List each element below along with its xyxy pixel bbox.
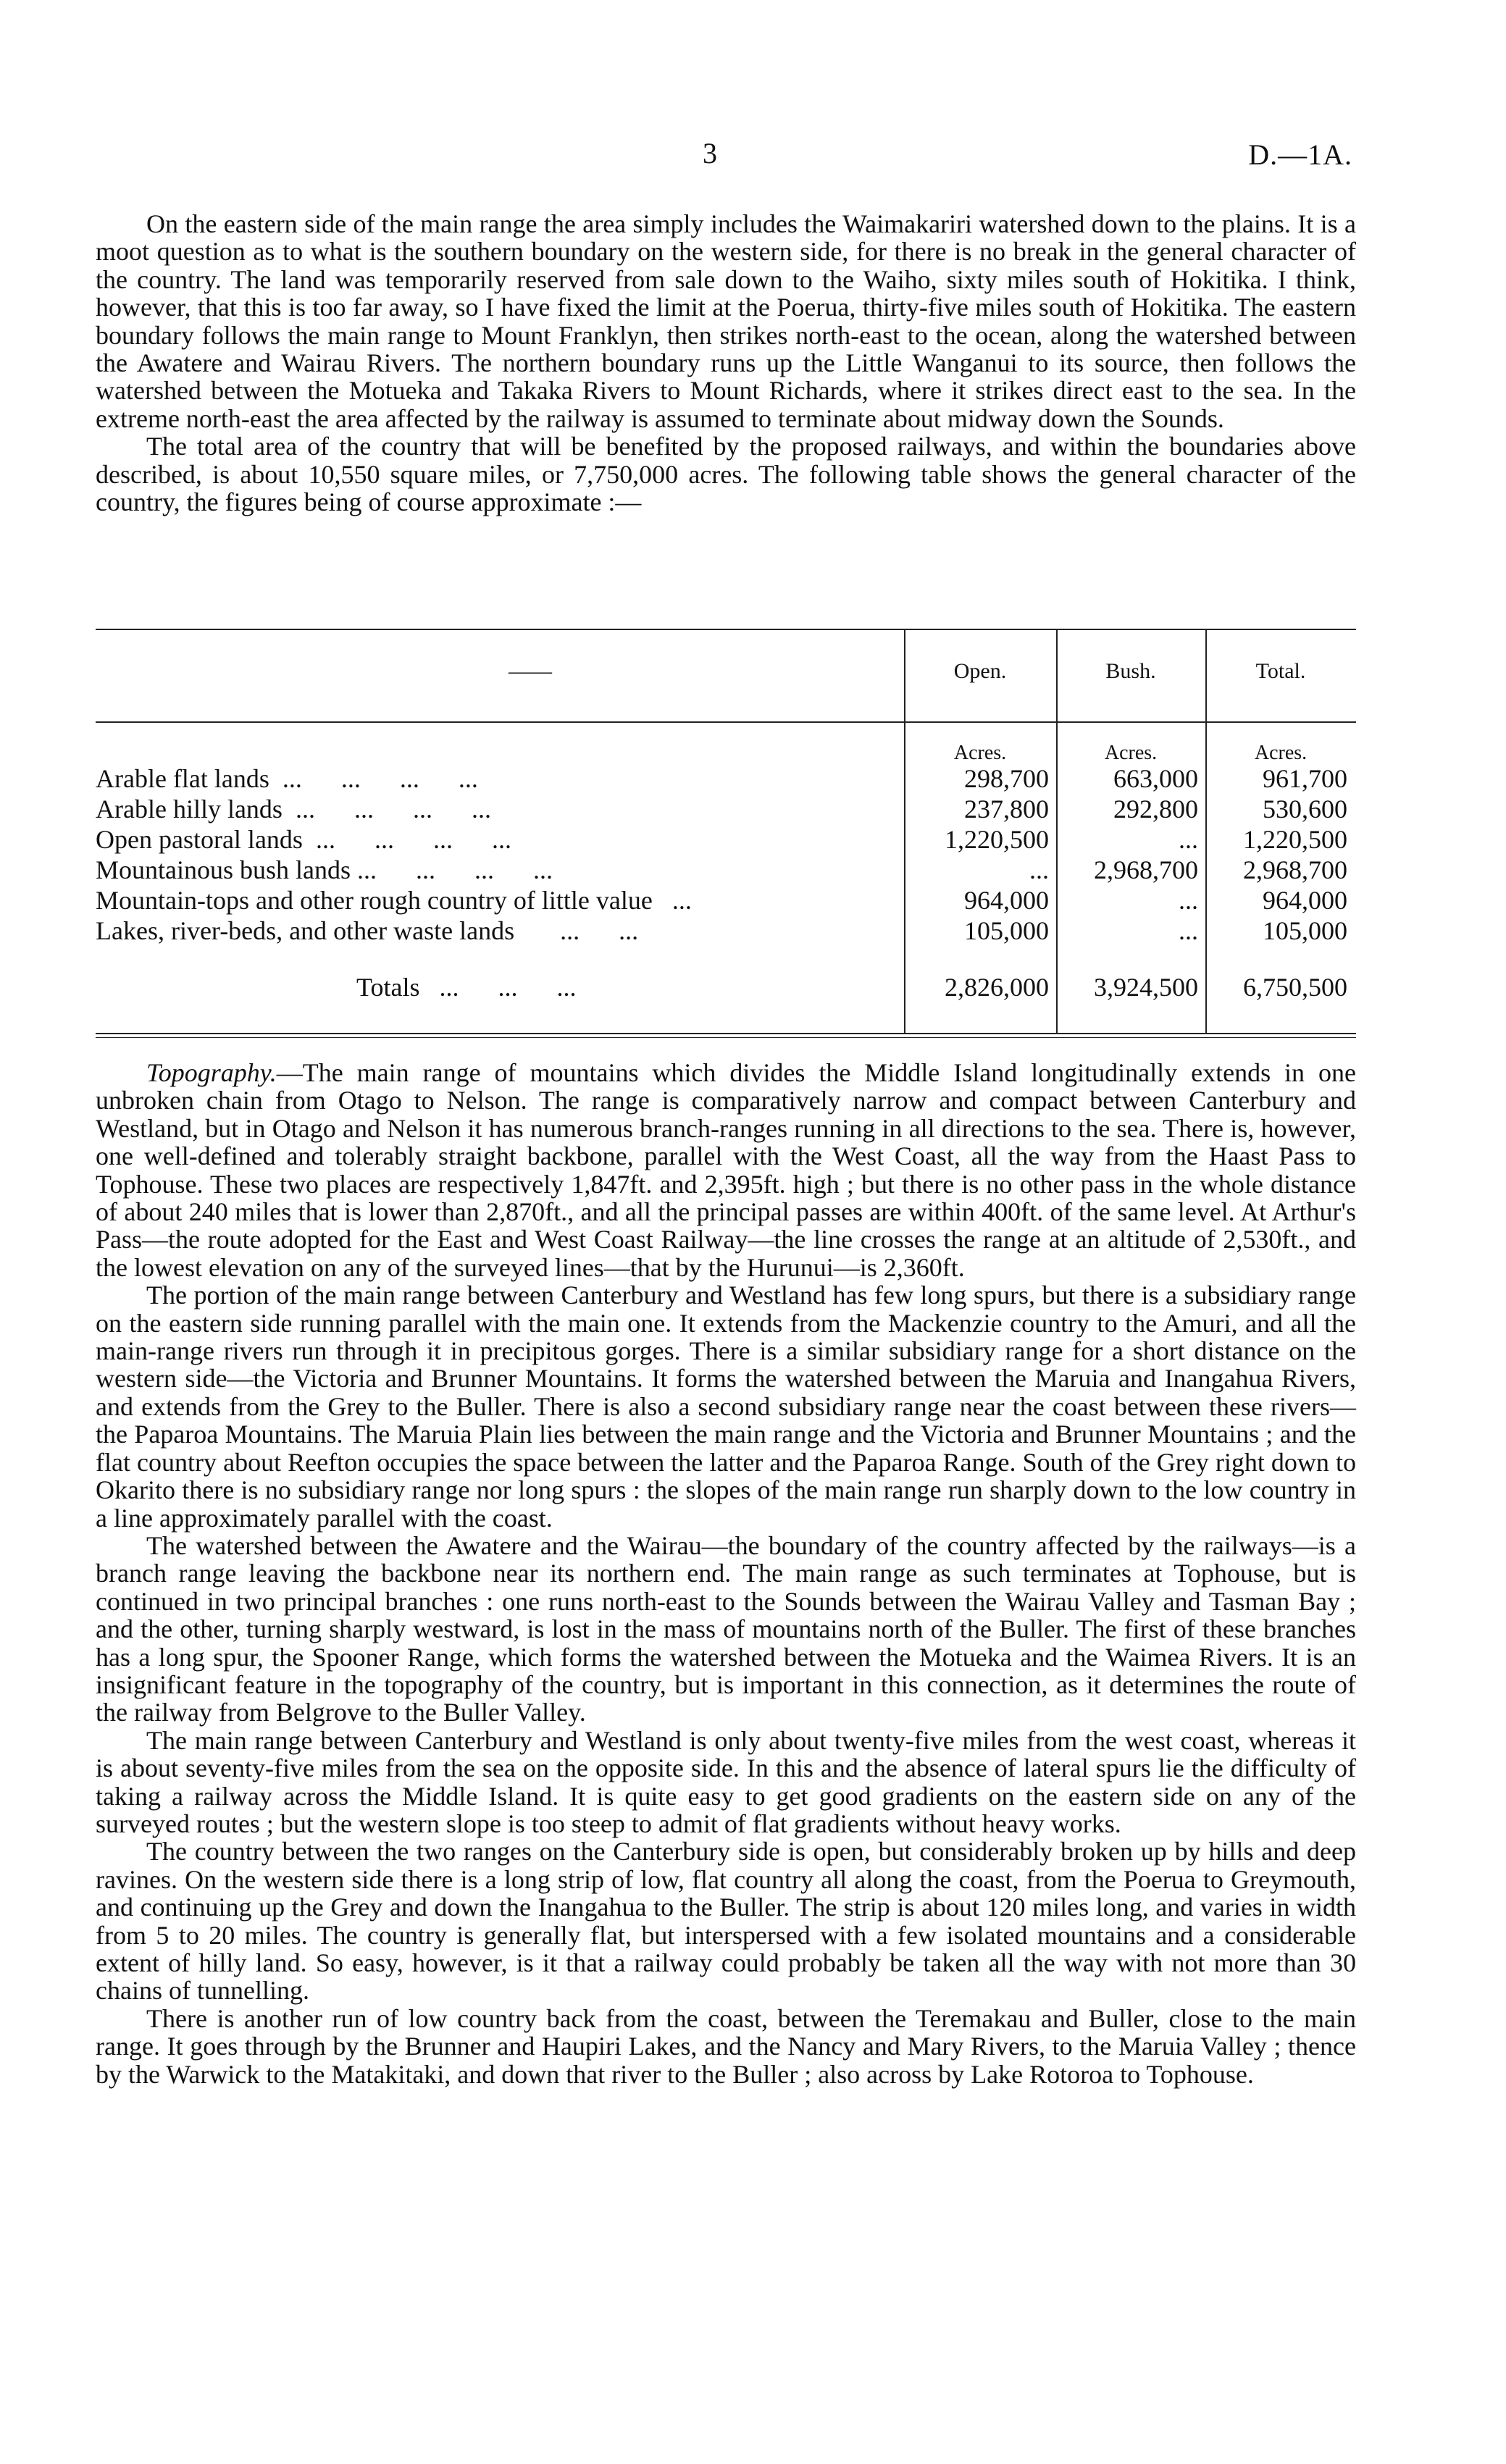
cell-bush: 292,800 (1113, 795, 1198, 824)
land-area-table (96, 626, 1356, 1040)
table-row (96, 915, 1356, 946)
row-label: Lakes, river-beds, and other waste lands ... ... (96, 916, 639, 945)
section-heading: Topography. (146, 1058, 277, 1087)
column-header-open: Open. (953, 659, 1007, 683)
column-header-bush: Bush. (1105, 659, 1156, 683)
cell-total: 530,600 (1263, 795, 1347, 824)
cell-bush: 663,000 (1113, 764, 1198, 793)
cell-total: 1,220,500 (1243, 825, 1347, 854)
paragraph: The total area of the country that will be benefited by the proposed railways, and within the boundaries above described, is about 10,550 square miles, or 7,750,000 acres. The following table shows the general character of the country, the figures being of course approximate :— (96, 432, 1356, 517)
row-label: Open pastoral lands ... ... ... ... (96, 825, 511, 854)
leader-dots: ... ... ... ... (269, 764, 478, 793)
cell-open: 237,800 (964, 795, 1049, 824)
paragraph: The main range between Canterbury and Westland is only about twenty-five miles from the west coast, whereas it is about seventy-five miles from the sea on the opposite side. In this and the absence of lateral spurs lie the difficulty of taking a railway across the Middle Island. It is quite easy to get good gradients on the eastern side on any of the surveyed routes ; but the western slope is too steep to admit of flat gradients without heavy works. (96, 1725, 1356, 1838)
leader-dots: ... (652, 886, 692, 915)
cell-grand-total: 6,750,500 (1243, 973, 1347, 1002)
table-row (96, 824, 1356, 855)
cell-bush: 2,968,700 (1094, 855, 1198, 884)
unit-label: Acres. (1104, 742, 1158, 764)
cell-bush: ... (1179, 825, 1198, 854)
cell-total: 961,700 (1263, 764, 1347, 793)
page-number: 3 (703, 137, 717, 169)
paragraph: The country between the two ranges on the Canterbury side is open, but considerably broken up by hills and deep ravines. On the western side there is a long strip of low, flat country all along the coast, from the Poerua to Greymouth, and continuing up the Grey and down the Inangahua to the Buller. The strip is about 120 miles long, and varies in width from 5 to 20 miles. The country is generally flat, but interspersed with a few isolated mountains and a considerable extent of hilly land. So easy, however, is it that a railway could probably be taken all the way with not more than 30 chains of tunnelling. (96, 1837, 1356, 2006)
column-header-total: Total. (1255, 659, 1306, 683)
document-code: D.—1A. (1248, 138, 1352, 171)
leader-dots: ... ... ... ... (302, 825, 511, 854)
table-rule-header (96, 721, 1356, 723)
cell-open: ... (1029, 855, 1049, 884)
cell-bush: ... (1179, 916, 1198, 945)
cell-open: 964,000 (964, 886, 1049, 915)
row-label: Mountain-tops and other rough country of little value ... (96, 886, 692, 915)
intro-text (96, 210, 1356, 516)
header-stub: —— (509, 659, 552, 683)
row-label: Arable flat lands ... ... ... ... (96, 764, 478, 793)
cell-open: 105,000 (964, 916, 1049, 945)
cell-total: 964,000 (1263, 886, 1347, 915)
cell-total: 105,000 (1263, 916, 1347, 945)
paragraph: On the eastern side of the main range the area simply includes the Waimakariri watershed down to the plains. It is a moot question as to what is the southern boundary on the western side, for there is no break in the general character of the country. The land was temporarily reserved from sale down to the Waiho, sixty miles south of Hokitika. I think, however, that this is too far away, so I have fixed the limit at the Poerua, thirty-five miles south of Hokitika. The eastern boundary follows the main range to Mount Franklyn, then strikes north-east to the ocean, along the watershed between the Awatere and Wairau Rivers. The northern boundary runs up the Little Wanganui to its source, then follows the watershed between the Motueka and Takaka Rivers to Mount Richards, where it strikes direct east to the sea. In the extreme north-east the area affected by the railway is assumed to terminate about midway down the Sounds. (96, 209, 1356, 433)
cell-bush-total: 3,924,500 (1094, 973, 1198, 1002)
table-row (96, 794, 1356, 824)
leader-dots: ... ... (514, 916, 639, 945)
table-row (96, 855, 1356, 885)
leader-dots: ... ... ... ... (351, 855, 553, 884)
table-row (96, 763, 1356, 794)
paragraph: There is another run of low country back from the coast, between the Teremakau and Buller, close to the main range. It goes through by the Brunner and Haupiri Lakes, and the Nancy and Mary Rivers, to the Maruia Valley ; thence by the Warwick to the Matakitaki, and down that river to the Buller ; also across by Lake Rotoroa to Tophouse. (96, 2003, 1356, 2089)
leader-dots: ... ... ... (419, 973, 577, 1002)
unit-label: Acres. (953, 742, 1007, 764)
unit-label: Acres. (1254, 742, 1308, 764)
cell-total: 2,968,700 (1243, 855, 1347, 884)
cell-open-total: 2,826,000 (945, 973, 1049, 1002)
row-label: Mountainous bush lands ... ... ... ... (96, 855, 553, 884)
paragraph: Topography.—The main range of mountains which divides the Middle Island longitudinally extends in one unbroken chain from Otago to Nelson. The range is comparatively narrow and compact between Canterbury and Westland, but in Otago and Nelson it has numerous branch-ranges running in all directions to the sea. There is, however, one well-defined and tolerably straight backbone, parallel with the West Coast, all the way from the Haast Pass to Tophouse. These two places are respectively 1,847ft. and 2,395ft. high ; but there is no other pass in the whole distance of about 240 miles that is lower than 2,870ft., and all the principal passes are within 400ft. of the same level. At Arthur's Pass—the route adopted for the East and West Coast Railway—the line crosses the range at an altitude of 2,530ft., and the lowest elevation on any of the surveyed lines—that by the Hurunui—is 2,360ft. (96, 1058, 1356, 1282)
paragraph: The portion of the main range between Canterbury and Westland has few long spurs, but there is a subsidiary range on the eastern side running parallel with the main one. It extends from the Mackenzie country to the Amuri, and all the main-range rivers run through it in precipitous gorges. There is a similar subsidiary range for a short distance on the western side—the Victoria and Brunner Mountains. It forms the watershed between the Maruia and Inangahua Rivers, and extends from the Grey to the Buller. There is also a second subsidiary range near the coast between these rivers—the Paparoa Mountains. The Maruia Plain lies between the main range and the Victoria and Brunner Mountains ; and the flat country about Reefton occupies the space between the latter and the Paparoa Range. South of the Grey right down to Okarito there is no subsidiary range nor long spurs : the slopes of the main range run sharply down to the low country in a line approximately parallel with the coast. (96, 1281, 1356, 1533)
cell-open: 1,220,500 (945, 825, 1049, 854)
table-totals-row (96, 972, 1356, 1002)
paragraph: The watershed between the Awatere and the Wairau—the boundary of the country affected by the railways—is a branch range leaving the backbone near its northern end. The main range as such terminates at Tophouse, but is continued in two principal branches : one runs north-east to the Sounds between the Wairau Valley and Tasman Bay ; and the other, turning sharply westward, is lost in the mass of mountains north of the Buller. The first of these branches has a long spur, the Spooner Range, which forms the watershed between the Motueka and the Waimea Rivers. It is an insignificant feature in the topography of the country, but is important in this connection, as it determines the route of the railway from Belgrove to the Buller Valley. (96, 1530, 1356, 1727)
row-label: Arable hilly lands ... ... ... ... (96, 795, 491, 824)
cell-open: 298,700 (964, 764, 1049, 793)
table-rule-bottom (96, 1033, 1356, 1034)
cell-bush: ... (1179, 886, 1198, 915)
totals-label: Totals ... ... ... (356, 973, 577, 1002)
table-row (96, 885, 1356, 915)
topography-section (96, 1059, 1356, 2088)
table-rule-bottom-double (96, 1037, 1356, 1038)
leader-dots: ... ... ... ... (282, 795, 491, 824)
table-rule-top (96, 629, 1356, 630)
